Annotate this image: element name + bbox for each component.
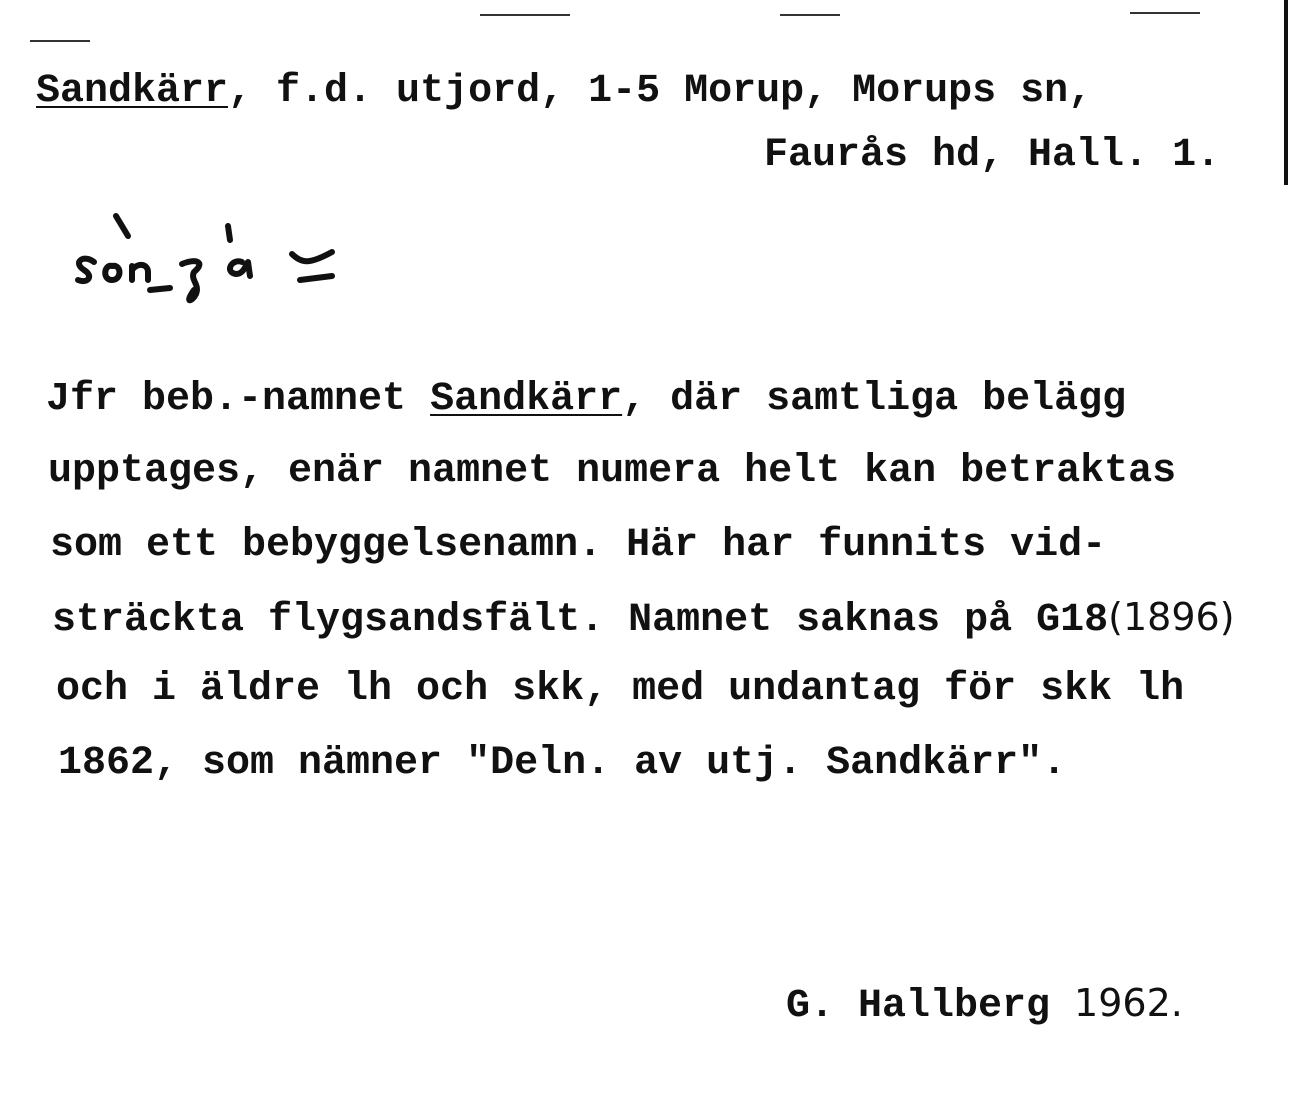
cross-reference-name: Sandkärr: [430, 377, 623, 422]
handwritten-year: (1896): [1108, 595, 1235, 639]
body-line-1: Jfr beb.-namnet Sandkärr, där samtliga belägg: [46, 377, 1127, 422]
body-line-6: 1862, som nämner "Deln. av utj. Sandkärr".: [58, 741, 1067, 786]
card-edge: [1284, 0, 1288, 185]
body-line-4: sträckta flygsandsfält. Namnet saknas på G18(1896): [52, 595, 1235, 643]
place-name: Sandkärr: [36, 69, 229, 114]
scan-speck: [780, 14, 840, 16]
signature: [786, 981, 1183, 1029]
header-line-2: Faurås hd, Hall. 1.: [764, 133, 1221, 178]
author-name: G. Hallberg: [786, 984, 1075, 1029]
scan-speck: [30, 40, 90, 42]
header-line-1: [36, 69, 1093, 114]
scan-speck: [480, 14, 570, 16]
pronunciation-text: sònjåv: [220, 300, 224, 301]
body-line-5: och i äldre lh och skk, med undantag för skk lh: [56, 667, 1185, 712]
header-details: , f.d. utjord, 1-5 Morup, Morups sn,: [228, 69, 1093, 114]
pronunciation-handwriting: [70, 200, 370, 310]
scan-speck: [1130, 12, 1200, 14]
body-line-3: som ett bebyggelsenamn. Här har funnits vid-: [50, 523, 1107, 568]
handwritten-signature-year: 1962.: [1074, 981, 1183, 1025]
body-line-2: upptages, enär namnet numera helt kan betraktas: [48, 449, 1177, 494]
